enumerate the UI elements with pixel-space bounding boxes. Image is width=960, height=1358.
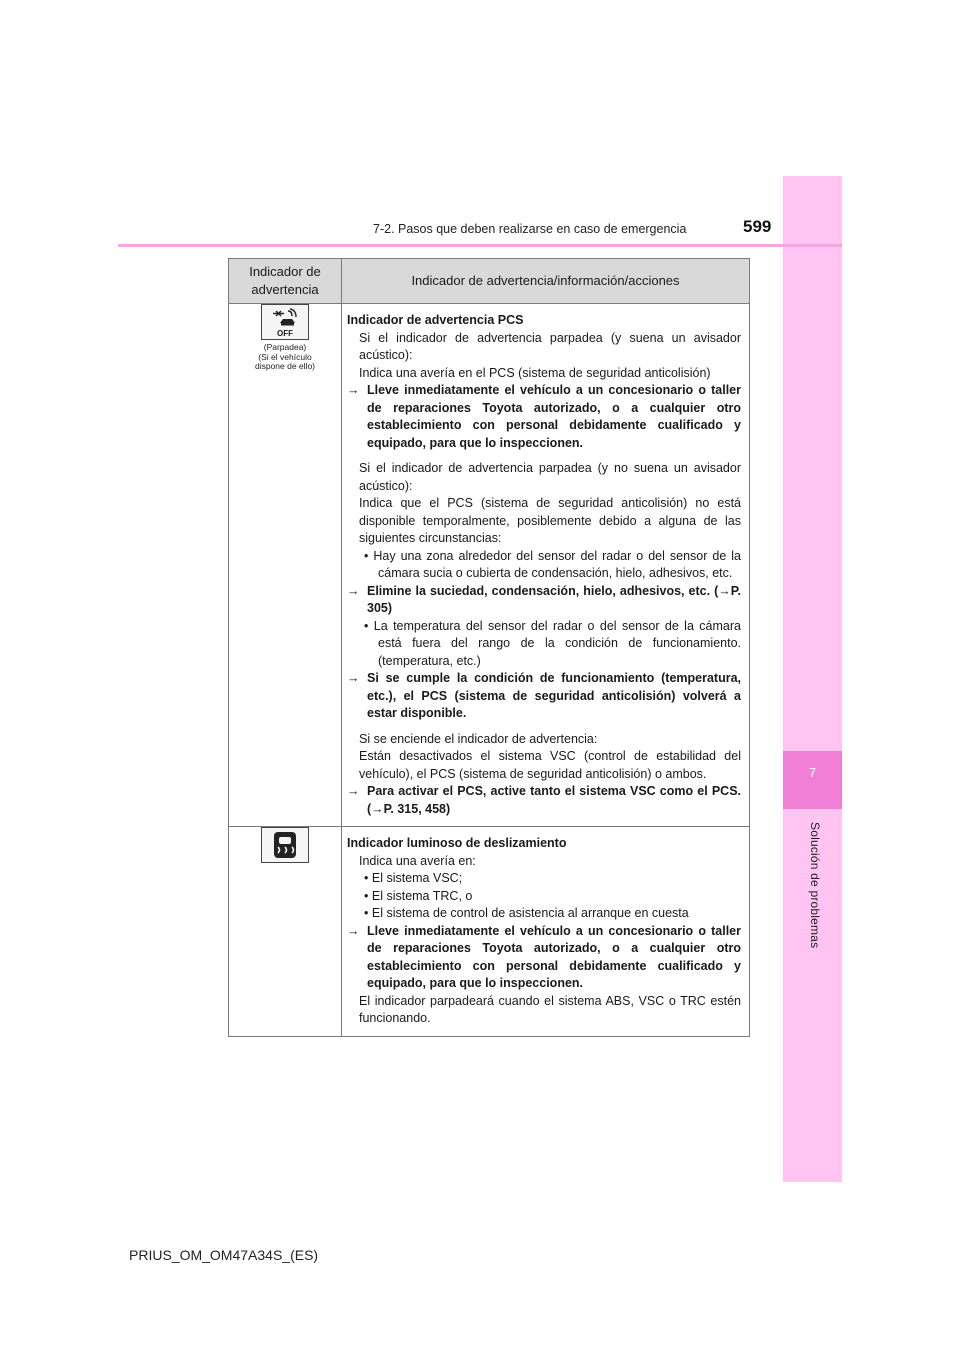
bullet-item: [347, 888, 741, 906]
bullet-icon: •: [364, 548, 374, 563]
document-code: PRIUS_OM_OM47A34S_(ES): [129, 1247, 319, 1263]
header-rule: [118, 244, 842, 247]
body-text: Indica una avería en el PCS (sistema de seguridad anticolisión): [359, 365, 711, 380]
body-text: Indica una avería en:: [359, 853, 476, 868]
action-line: [347, 670, 741, 723]
bullet-text: El sistema de control de asistencia al arranque en cuesta: [371, 906, 689, 920]
bullet-icon: •: [364, 906, 372, 920]
body-text: El indicador parpadeará cuando el sistema ABS, VSC o TRC estén funcionando.: [359, 993, 741, 1025]
chapter-number: 7: [808, 765, 817, 780]
bullet-item: [347, 618, 741, 671]
indicator-cell: [229, 827, 342, 1037]
bullet-item: [347, 548, 741, 583]
table-header-row: [229, 259, 750, 304]
table-row: [229, 304, 750, 827]
indicator-title: Indicador de advertencia PCS: [347, 313, 524, 327]
action-text: Elimine la suciedad, condensación, hielo, adhesivos, etc. (→P. 305): [367, 583, 741, 615]
bullet-text: El sistema VSC;: [371, 871, 463, 885]
body-text: Indica que el PCS (sistema de seguridad anticolisión) no está disponible temporalmente, posiblemente debido a alguna de las siguientes circunstancias:: [359, 496, 741, 545]
pcs-off-warning-icon: [261, 304, 309, 340]
indicator-note-line: (Si el vehículo: [258, 351, 312, 362]
arrow-icon: →: [347, 671, 360, 685]
bullet-text: Hay una zona alrededor del sensor del radar o del sensor de la cámara sucia o cubierta de condensación, hielo, adhesivos, etc.: [373, 548, 741, 580]
indicator-note-line: dispone de ello): [254, 361, 315, 371]
bullet-text: El sistema TRC, o: [371, 888, 473, 903]
body-text: Si el indicador de advertencia parpadea (y no suena un avisador acústico):: [359, 461, 741, 493]
body-text: Si se enciende el indicador de advertencia:: [359, 731, 598, 746]
table-row: [229, 827, 750, 1037]
body-text: Si el indicador de advertencia parpadea (y suena un avisador acústico):: [359, 330, 741, 362]
block-gap: [347, 452, 741, 460]
block-gap: [347, 723, 741, 731]
slip-indicator-icon: [261, 827, 309, 863]
bullet-icon: •: [364, 618, 374, 633]
arrow-icon: →: [347, 583, 360, 598]
chapter-number-box: [783, 751, 842, 809]
chapter-side-tab: [783, 176, 842, 1182]
action-line: [347, 583, 741, 618]
column-header-actions: Indicador de advertencia/información/acciones: [342, 259, 750, 304]
indicator-cell: [229, 304, 342, 827]
description-cell: [342, 304, 750, 827]
action-line: [347, 382, 741, 452]
bullet-icon: •: [364, 871, 372, 885]
action-line: [347, 783, 741, 818]
bullet-item: [347, 905, 741, 923]
action-text: Si se cumple la condición de funcionamiento (temperatura, etc.), el PCS (sistema de seguridad anticolisión) volverá a estar disponible.: [367, 671, 741, 720]
chapter-title: Solución de problemas: [808, 822, 822, 949]
arrow-icon: →: [347, 784, 360, 798]
indicator-note: [233, 343, 337, 372]
body-text: Están desactivados el sistema VSC (control de estabilidad del vehículo), el PCS (sistema de seguridad anticolisión) o ambos.: [359, 749, 741, 781]
bullet-icon: •: [364, 888, 372, 903]
action-line: [347, 923, 741, 993]
warning-table: [228, 258, 750, 1037]
indicator-note-line: (Parpadea): [263, 342, 307, 352]
bullet-text: La temperatura del sensor del radar o del sensor de la cámara está fuera del rango de la condición de funcionamiento. (temperatura, etc.): [373, 618, 741, 668]
bullet-item: [347, 870, 741, 888]
description-cell: [342, 827, 750, 1037]
action-text: Lleve inmediatamente el vehículo a un concesionario o taller de reparaciones Toyota autorizado, o a cualquier otro establecimiento con personal debidamente cualificado y equipado, para que lo inspeccionen.: [367, 383, 741, 450]
arrow-icon: →: [347, 923, 360, 938]
action-text: Para activar el PCS, active tanto el sistema VSC como el PCS. (→P. 315, 458): [367, 784, 741, 816]
page-number: 599: [743, 217, 772, 236]
action-text: Lleve inmediatamente el vehículo a un concesionario o taller de reparaciones Toyota autorizado, o a cualquier otro establecimiento con personal debidamente cualificado y equipado, para que lo inspeccionen.: [367, 923, 741, 990]
arrow-icon: →: [347, 383, 360, 397]
column-header-indicator: Indicador de advertencia: [229, 259, 342, 304]
icon-label: OFF: [277, 329, 293, 338]
indicator-title: Indicador luminoso de deslizamiento: [347, 836, 567, 850]
section-title: 7-2. Pasos que deben realizarse en caso de emergencia: [373, 222, 687, 236]
